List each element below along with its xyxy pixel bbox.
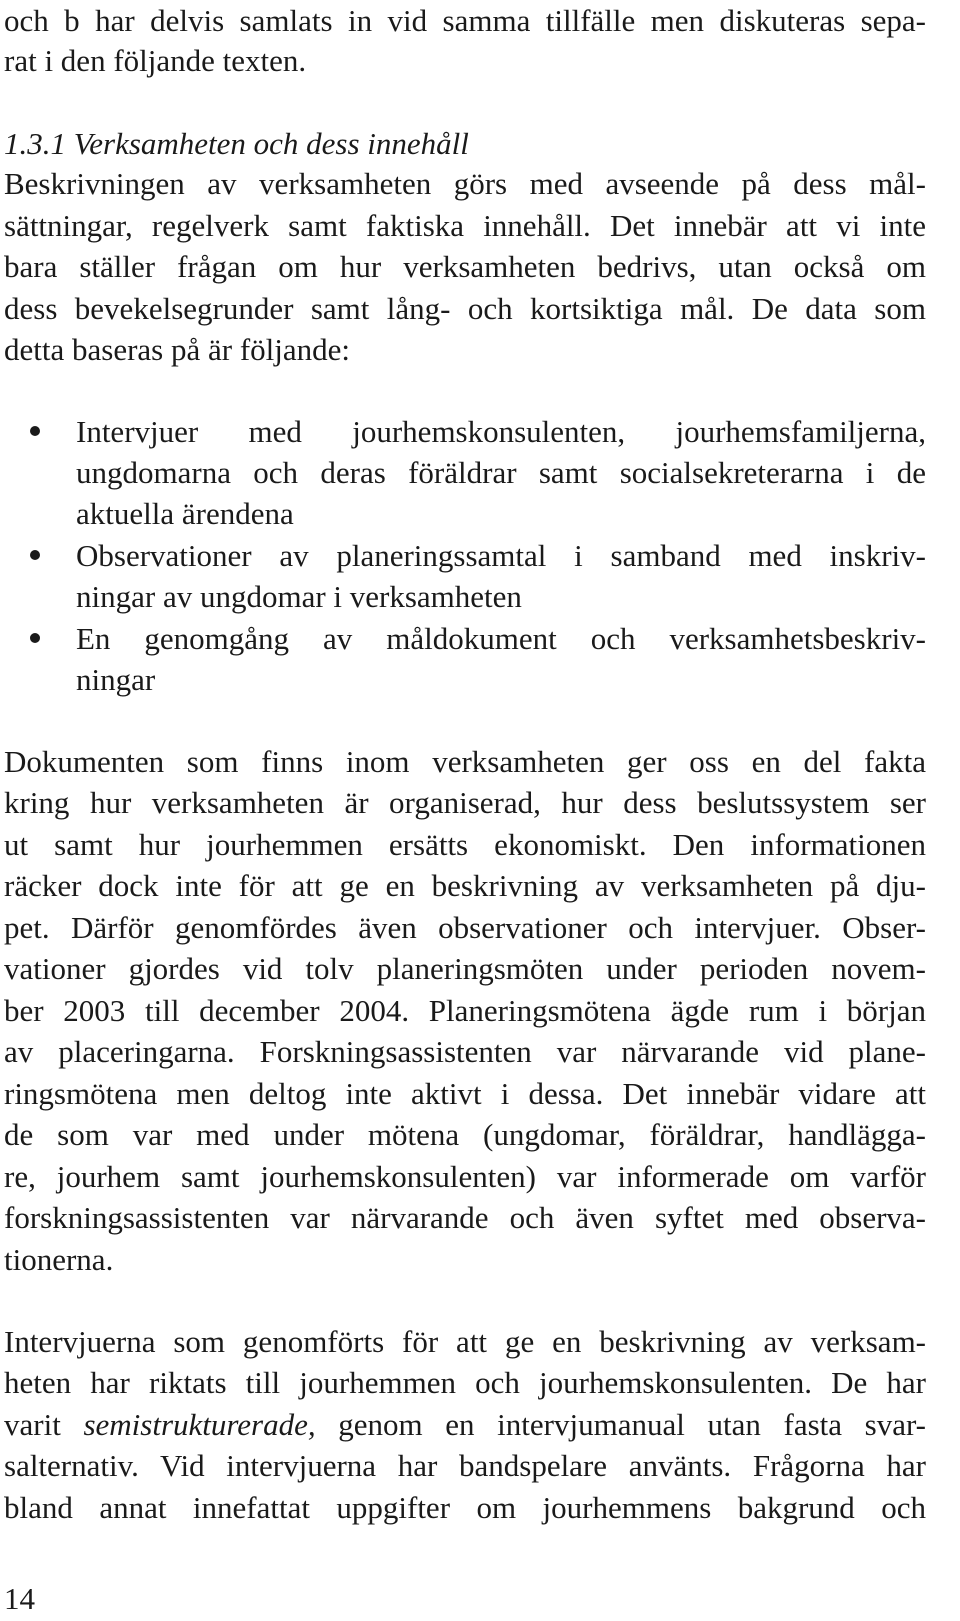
- bullet-item-line: En genomgång av måldokument och verksamhetsbeskriv-: [76, 621, 926, 656]
- paragraph-line: forskningsassistenten var närvarande och även syftet med observa-: [4, 1200, 926, 1235]
- emphasized-term: semistrukturerade,: [83, 1407, 316, 1442]
- paragraph-line: salternativ. Vid intervjuerna har bandspelare använts. Frågorna har: [4, 1448, 926, 1483]
- bullet-item-line: Intervjuer med jourhemskonsulenten, jourhemsfamiljerna,: [76, 414, 926, 449]
- intro-line: och b har delvis samlats in vid samma tillfälle men diskuteras sepa-: [4, 3, 926, 38]
- section-line: bara ställer frågan om hur verksamheten bedrivs, utan också om: [4, 249, 926, 284]
- bullet-item-line: ningar: [76, 662, 156, 697]
- paragraph-line: kring hur verksamheten är organiserad, hur dess beslutssystem ser: [4, 785, 926, 820]
- paragraph-line: re, jourhem samt jourhemskonsulenten) var informerade om varför: [4, 1159, 926, 1194]
- section-heading: 1.3.1 Verksamheten och dess innehåll: [4, 126, 469, 161]
- bullet-dot: [30, 633, 40, 643]
- paragraph-line: bland annat innefattat uppgifter om jourhemmens bakgrund och: [4, 1490, 926, 1525]
- bullet-item-line: Observationer av planeringssamtal i samband med inskriv-: [76, 538, 926, 573]
- paragraph-line: räcker dock inte för att ge en beskrivning av verksamheten på dju-: [4, 868, 926, 903]
- intro-line: rat i den följande texten.: [4, 43, 307, 78]
- bullet-item-line: aktuella ärendena: [76, 496, 294, 531]
- paragraph-line: pet. Därför genomfördes även observationer och intervjuer. Obser-: [4, 910, 926, 945]
- bullet-item-line: ungdomarna och deras föräldrar samt socialsekreterarna i de: [76, 455, 926, 490]
- bullet-dot: [30, 550, 40, 560]
- paragraph-line: ut samt hur jourhemmen ersätts ekonomiskt. Den informationen: [4, 827, 926, 862]
- paragraph-line: Dokumenten som finns inom verksamheten ger oss en del fakta: [4, 744, 926, 779]
- bullet-dot: [30, 426, 40, 436]
- page-number: 14: [4, 1581, 35, 1616]
- bullet-item-line: ningar av ungdomar i verksamheten: [76, 579, 522, 614]
- line-text: varit: [4, 1407, 84, 1442]
- paragraph-line: de som var med under mötena (ungdomar, föräldrar, handlägga-: [4, 1117, 926, 1152]
- paragraph-line: ber 2003 till december 2004. Planeringsmötena ägde rum i början: [4, 993, 926, 1028]
- section-line: detta baseras på är följande:: [4, 332, 350, 367]
- section-line: Beskrivningen av verksamheten görs med avseende på dess mål-: [4, 166, 926, 201]
- line-text: genom en intervjumanual utan fasta svar-: [315, 1407, 926, 1442]
- paragraph-line: ringsmötena men deltog inte aktivt i dessa. Det innebär vidare att: [4, 1076, 926, 1111]
- paragraph-line: av placeringarna. Forskningsassistenten var närvarande vid plane-: [4, 1034, 926, 1069]
- paragraph-line: tionerna.: [4, 1242, 114, 1277]
- paragraph-line-with-emphasis: [4, 1404, 926, 1446]
- paragraph-line: heten har riktats till jourhemmen och jourhemskonsulenten. De har: [4, 1365, 926, 1400]
- section-line: sättningar, regelverk samt faktiska innehåll. Det innebär att vi inte: [4, 208, 926, 243]
- paragraph-line: Intervjuerna som genomförts för att ge en beskrivning av verksam-: [4, 1324, 926, 1359]
- section-line: dess bevekelsegrunder samt lång- och kortsiktiga mål. De data som: [4, 291, 926, 326]
- paragraph-line: vationer gjordes vid tolv planeringsmöten under perioden novem-: [4, 951, 926, 986]
